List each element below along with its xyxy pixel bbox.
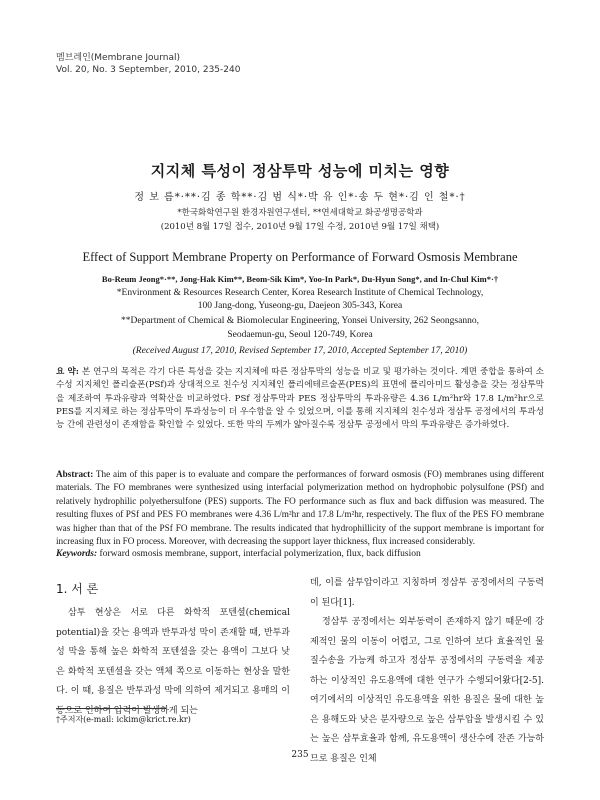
footnote-email: †주저자(e-mail: ickim@krict.re.kr) <box>56 715 191 724</box>
keywords-label: Keywords: <box>56 549 98 559</box>
title-english: Effect of Support Membrane Property on Performance of Forward Osmosis Membrane <box>82 250 518 264</box>
affiliation-english-line1: *Environment & Resources Research Center, Korea Research Institute of Chemical Technology, <box>116 288 484 298</box>
body-column-right <box>310 574 544 769</box>
authors-korean: 정 보 름*·**·김 종 학**·김 범 식*·박 유 인*·송 두 현*·김 인 철*·† <box>134 192 466 203</box>
journal-name: 멤브레인(Membrane Journal) <box>56 53 181 63</box>
received-korean: (2010년 8월 17일 접수, 2010년 9월 17일 수정, 2010년 9월 17일 채택) <box>160 222 440 232</box>
body-column-left <box>56 604 290 721</box>
abstract-english-label: Abstract: <box>56 469 94 479</box>
journal-volume-info: Vol. 20, No. 3 September, 2010, 235-240 <box>56 65 241 75</box>
affiliation-english-line3: **Department of Chemical & Biomolecular Engineering, Yonsei University, 262 Seongsanno, <box>121 316 479 326</box>
affiliation-english-line2: 100 Jang-dong, Yuseong-gu, Daejeon 305-343, Korea <box>197 301 403 311</box>
abstract-english <box>56 468 544 548</box>
abstract-korean-label: 요 약: <box>56 367 79 377</box>
affiliation-korean: *한국화학연구원 환경자원연구센터, **연세대학교 화공생명공학과 <box>177 208 423 218</box>
body-right-paragraph-2: 정삼투 공정에서는 외부동력이 존재하지 않기 때문에 강제적인 물의 이동이 어렵고, 그로 인하여 보다 효율적인 물질수송을 가능케 하고자 정삼투 공정에서의 구동력을 제공하는 이상적인 유도용액에 대한 연구가 수행되어왔다[2-5]. 여기에서의 이상적인 유도용액을 위한 용질은 물에 대한 높은 용해도와 낮은 분자량으로 높은 삼투압을 발생시킬 수 있는 높은 삼투효율과 함께, 유도용액이 생산수에 잔존 가능하므로 용질은 인체 <box>310 617 544 764</box>
section-heading-introduction: 1. 서 론 <box>56 582 99 596</box>
authors-english: Bo-Reum Jeong*·**, Jong-Hak Kim**, Beom-Sik Kim*, Yoo-In Park*, Du-Hyun Song*, and In-Chul Kim*·† <box>101 274 499 284</box>
affiliation-english-line4: Seodaemun-gu, Seoul 120-749, Korea <box>227 330 373 340</box>
footnote-divider <box>56 708 166 709</box>
received-english: (Received August 17, 2010, Revised September 17, 2010, Accepted September 17, 2010) <box>132 346 468 356</box>
abstract-english-text: The aim of this paper is to evaluate and compare the performances of forward osmosis (FO) membranes using different materials. The FO membranes were synthesized using interfacial polymerization method on hydrophobic polysulfone (PSf) and relatively hydrophilic polyethersulfone (PES) supports. The FO performance such as flux and back diffusion was measured. The resulting fluxes of PSf and PES FO membranes were 4.36 L/m²hr and 17.8 L/m²hr, respectively. The flux of the PES FO membrane was higher than that of the PSf FO membrane. The results indicated that hydrophillicity of the support membrane is important for increasing flux in FO process. Moreover, with decreasing the support layer thickness, flux increased considerably. <box>56 469 544 547</box>
abstract-korean-text: 본 연구의 목적은 각기 다른 특성을 갖는 지지체에 따른 정삼투막의 성능을 비교 및 평가하는 것이다. 계면 중합을 통하여 소수성 지지체인 폴리술폰(PSf)과 상대적으로 친수성 지지체인 폴리에테르술폰(PES)의 표면에 폴리아미드 활성층을 갖는 정삼투막을 제조하여 투과유량과 역확산을 비교하였다. PSf 정삼투막과 PES 정삼투막의 투과유량은 4.36 L/m²hr와 17.8 L/m²hr으로 PES를 지지체로 하는 정삼투막이 투과성능이 더 우수함을 알 수 있었으며, 이를 통해 지지체의 친수성과 정삼투 공정에서의 투과성능 간에 관련성이 존재함을 확인할 수 있었다. 또한 막의 두께가 얇아질수록 정삼투 공정에서 막의 투과유량은 증가하였다. <box>56 367 544 431</box>
title-korean: 지지체 특성이 정삼투막 성능에 미치는 영향 <box>150 162 450 180</box>
body-left-paragraph: 삼투 현상은 서로 다른 화학적 포텐셜(chemical potential)을 갖는 용액과 반투과성 막이 존재할 때, 반투과성 막을 통해 높은 화학적 포텐셜을 갖는 용액이 그보다 낮은 화학적 포텐셜을 갖는 액체 쪽으로 이동하는 현상을 말한다. 이 때, 용질은 반투과성 막에 의하여 제거되고 용매의 이동으로 인하여 압력이 발생하게 되는 <box>56 608 290 716</box>
page-number: 235 <box>291 750 309 760</box>
keywords-text: forward osmosis membrane, support, interfacial polymerization, flux, back diffusion <box>99 549 421 559</box>
body-right-paragraph-1: 데, 이를 삼투압이라고 지칭하며 정삼투 공정에서의 구동력이 된다[1]. <box>310 578 544 608</box>
keywords <box>56 549 544 559</box>
abstract-korean <box>56 366 544 432</box>
